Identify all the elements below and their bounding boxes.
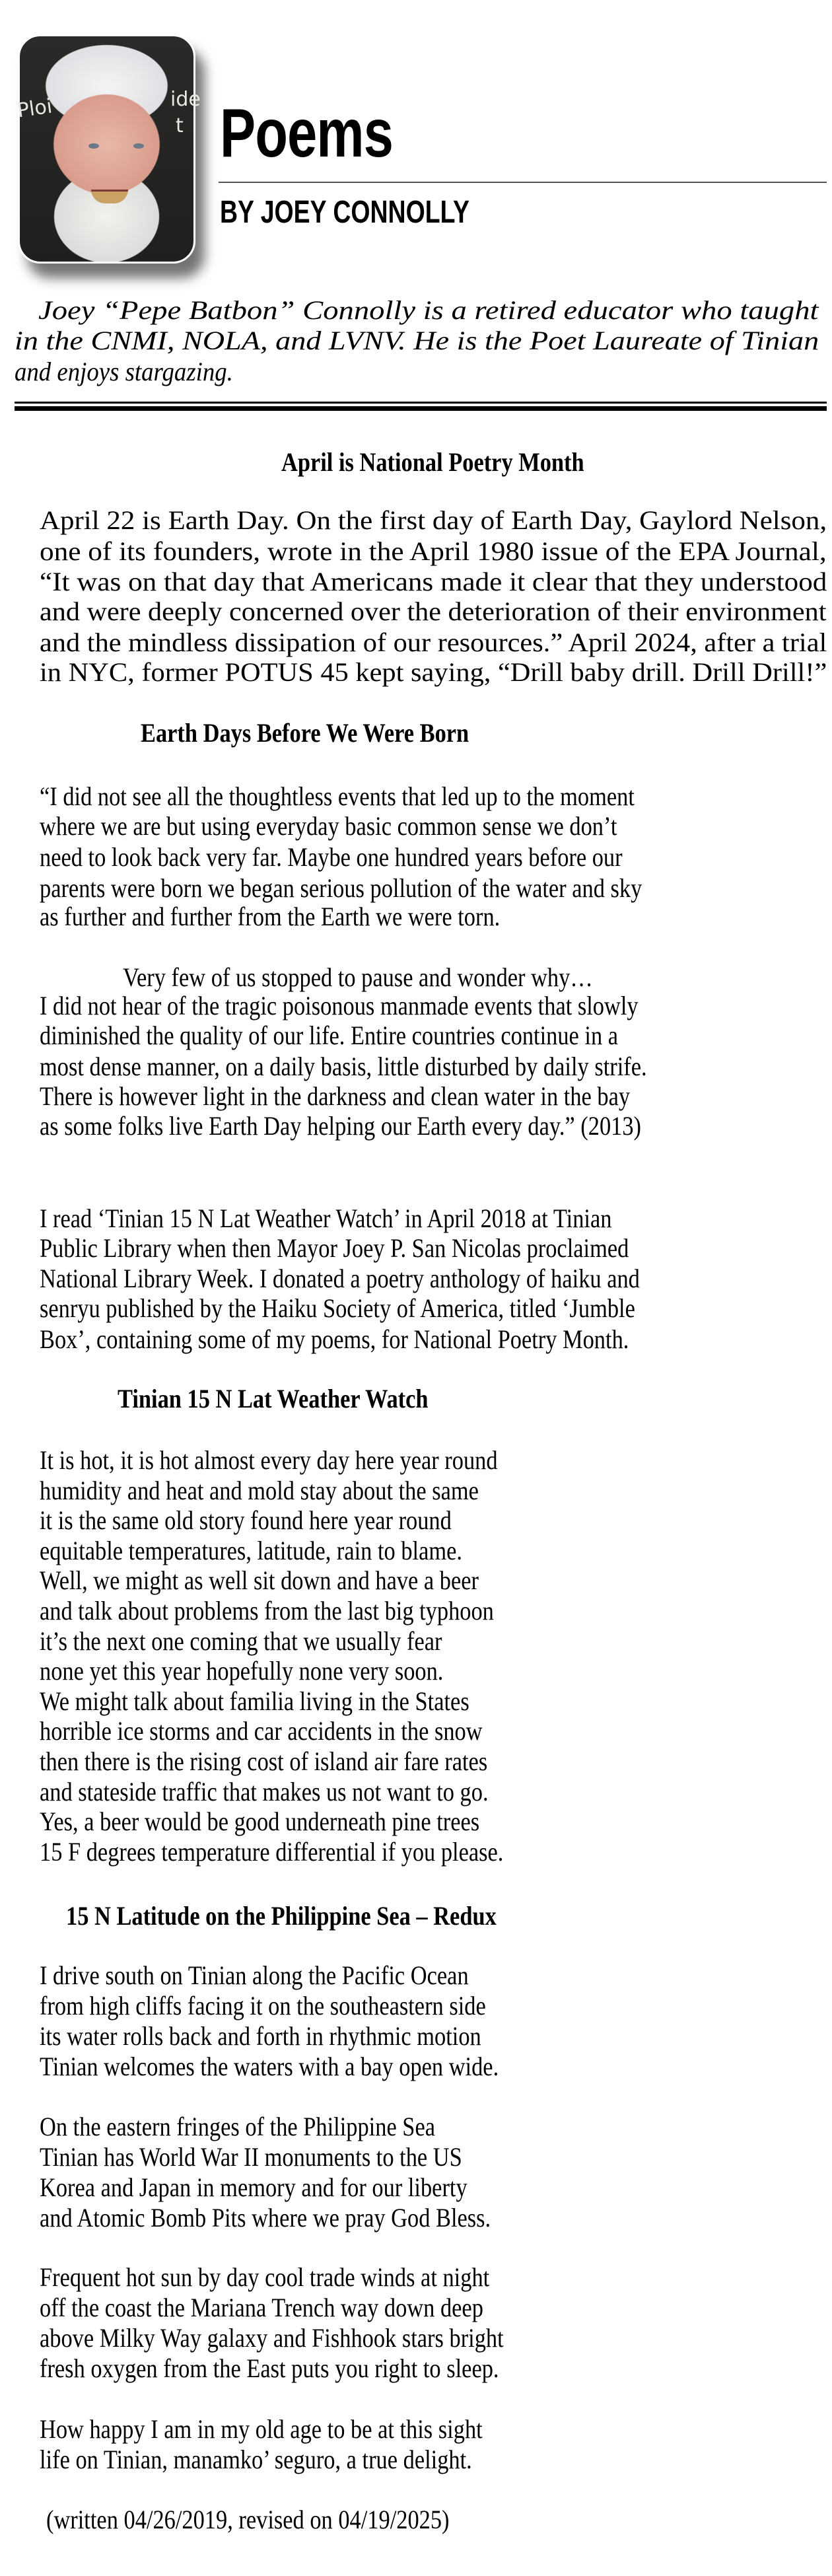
eye-left [88,143,99,149]
poem-line: off the coast the Mariana Trench way down deep [40,2293,483,2322]
chalkboard-writing-left: Ploi [15,94,54,123]
poem-line: On the eastern fringes of the Philippine Sea [40,2112,435,2141]
paragraph-line: senryu published by the Haiku Society of America, titled ‘Jumble [40,1293,635,1323]
paragraph-line: Public Library when then Mayor Joey P. San Nicolas proclaimed [40,1233,629,1263]
author-photo [15,34,201,264]
paragraph-line: in NYC, former POTUS 45 kept saying, “Drill baby drill. Drill Drill!” [40,657,827,687]
poem-line: I drive south on Tinian along the Pacific Ocean [40,1960,469,1990]
poem-line: it’s the next one coming that we usually fear [40,1626,442,1656]
paragraph-line: I read ‘Tinian 15 N Lat Weather Watch’ in April 2018 at Tinian [40,1203,612,1233]
poem-line: its water rolls back and forth in rhythmic motion [40,2021,481,2051]
poem-line: Well, we might as well sit down and have a beer [40,1565,479,1596]
poem-line: humidity and heat and mold stay about the same [40,1475,479,1505]
paragraph-line: National Library Week. I donated a poetry anthology of haiku and [40,1264,640,1293]
section-heading: April is National Poetry Month [281,447,584,477]
paragraph-line: April 22 is Earth Day. On the first day of Earth Day, Gaylord Nelson, [40,505,827,535]
paragraph-line: one of its founders, wrote in the April 1980 issue of the EPA Journal, [40,536,827,566]
paragraph-line: “It was on that day that Americans made it clear that they understood [40,567,827,596]
poem-line: “I did not see all the thoughtless events that led up to the moment [40,781,635,811]
poem-title: Tinian 15 N Lat Weather Watch [118,1384,429,1413]
poem-line: need to look back very far. Maybe one hundred years before our [40,842,623,872]
section-rule-thick [15,406,827,411]
poem-line: life on Tinian, manamko’ seguro, a true delight. [40,2445,472,2474]
bio-line: in the CNMI, NOLA, and LVNV. He is the Poet Laureate of Tinian [15,326,819,355]
poem-line: equitable temperatures, latitude, rain to blame. [40,1535,462,1565]
poem-line: 15 F degrees temperature differential if you please. [40,1836,504,1867]
eye-right [133,143,144,149]
poem-line: parents were born we began serious pollution of the water and sky [40,873,642,903]
poem-line: There is however light in the darkness and clean water in the bay [40,1081,631,1111]
smile [91,190,128,203]
poem-line: How happy I am in my old age to be at this sight [40,2414,483,2444]
poem-line: I did not hear of the tragic poisonous manmade events that slowly [40,991,639,1020]
poem-line: and stateside traffic that makes us not want to go. [40,1776,489,1807]
poem-line: where we are but using everyday basic common sense we don’t [40,811,617,841]
poem-title: 15 N Latitude on the Philippine Sea – Redux [66,1901,497,1931]
poem-line: most dense manner, on a daily basis, little disturbed by daily strife. [40,1052,647,1081]
byline: BY JOEY CONNOLLY [220,195,469,230]
bio-line: and enjoys stargazing. [15,357,233,386]
section-rule-thin [15,402,827,404]
chalkboard-writing-right-2: t [176,114,184,137]
poem-line: it is the same old story found here year round [40,1505,452,1536]
poem-line: and talk about problems from the last big typhoon [40,1596,494,1626]
poem-line: Frequent hot sun by day cool trade winds at night [40,2262,490,2292]
poem-line: none yet this year hopefully none very soon. [40,1656,444,1686]
poem-line: and Atomic Bomb Pits where we pray God Bless. [40,2203,491,2233]
poem-line: Tinian has World War II monuments to the US [40,2142,462,2172]
poem-line: then there is the rising cost of island air fare rates [40,1746,488,1776]
poem-line: Very few of us stopped to pause and wonder why… [123,962,593,992]
poem-line: Korea and Japan in memory and for our liberty [40,2172,468,2202]
poem-title: Earth Days Before We Were Born [141,718,469,748]
chalkboard-writing-right: ide [170,88,201,111]
poem-line: horrible ice storms and car accidents in the snow [40,1716,483,1746]
poem-line: as further and further from the Earth we were torn. [40,902,501,931]
bio-line: Joey “Pepe Batbon” Connolly is a retired educator who taught [38,295,819,325]
poem-line: from high cliffs facing it on the southeastern side [40,1991,486,2021]
paragraph-line: Box’, containing some of my poems, for National Poetry Month. [40,1324,629,1354]
dateline: (written 04/26/2019, revised on 04/19/2025) [46,2505,450,2534]
column-title: Poems [220,95,394,172]
header-divider [219,182,827,183]
poem-line: It is hot, it is hot almost every day here year round [40,1445,498,1475]
poem-line: We might talk about familia living in the States [40,1686,469,1716]
poem-line: as some folks live Earth Day helping our Earth every day.” (2013) [40,1111,641,1141]
poem-line: fresh oxygen from the East puts you right to sleep. [40,2353,499,2383]
poem-line: above Milky Way galaxy and Fishhook stars bright [40,2323,504,2353]
poem-line: Yes, a beer would be good underneath pine trees [40,1807,480,1837]
poem-line: diminished the quality of our life. Entire countries continue in a [40,1020,619,1050]
paragraph-line: and were deeply concerned over the deterioration of their environment [40,596,827,626]
poem-line: Tinian welcomes the waters with a bay open wide. [40,2052,499,2081]
paragraph-line: and the mindless dissipation of our resources.” April 2024, after a trial [40,627,827,657]
